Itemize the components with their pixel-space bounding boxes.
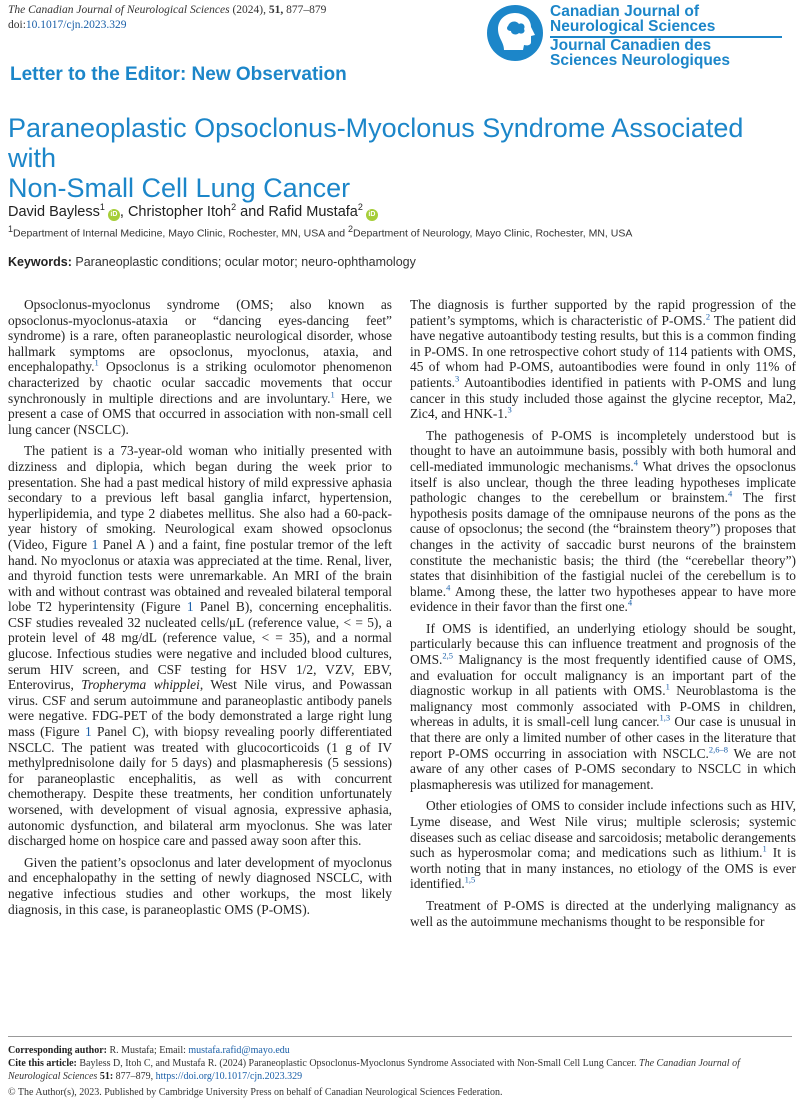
journal-pages: 877–879 — [286, 4, 327, 16]
article-type-heading: Letter to the Editor: New Observation — [10, 64, 347, 85]
reference-citation[interactable]: 3 — [507, 404, 512, 415]
keywords-label: Keywords: — [8, 255, 72, 269]
text-run: Other etiologies of OMS to consider include infections such as HIV, Lyme disease, and West Nile virus; multiple sclerosis; systemic diseases such as celiac disease and sarcoidosis; metabolic derangements such as hyperosmolar coma; and medications such as lithium. — [410, 798, 796, 861]
figure-reference-link[interactable]: 1 — [186, 599, 194, 615]
reference-citation[interactable]: 1,3 — [659, 712, 671, 723]
journal-volume: 51, — [268, 4, 284, 16]
reference-citation[interactable]: 1 — [762, 843, 767, 854]
reference-citation[interactable]: 1 — [94, 357, 99, 368]
author-list — [8, 202, 378, 221]
body-paragraph — [410, 898, 796, 929]
journal-year: (2024), — [232, 4, 266, 16]
title-line-2: Non-Small Cell Lung Cancer — [8, 173, 351, 203]
author-separator: and — [236, 203, 269, 220]
text-run: The pathogenesis of P-OMS is incompletely understood but is thought to have an autoimmune basis, possibly with both humoral and cell-mediated immunologic mechanisms. — [410, 427, 796, 474]
journal-logo — [486, 2, 786, 69]
body-paragraph — [8, 443, 392, 848]
reference-citation[interactable]: 2,5 — [442, 650, 453, 661]
reference-citation[interactable]: 4 — [446, 582, 451, 593]
footnotes — [8, 1044, 792, 1083]
keywords-line — [8, 255, 416, 269]
corresponding-author-line — [8, 1044, 792, 1057]
text-run: Autoantibodies identified in patients with P-OMS and lung cancer in this study included those against the glycine receptor, Ma2, Zic4, and HNK-1. — [410, 374, 796, 422]
text-run: If OMS is identified, an underlying etiology should be sought, particularly because this can influence treatment and prognosis of the OMS. — [410, 620, 796, 668]
text-run: It is worth noting that in many instances, no etiology of the OMS is ever identified. — [410, 845, 796, 892]
author-affiliation-marker: 1 — [99, 202, 105, 212]
text-run: Opsoclonus is a striking oculomotor phenomenon characterized by chaotic ocular saccadic movements that occur synchronously in multiple directions and are involuntary. — [8, 359, 392, 406]
body-paragraph — [410, 297, 796, 422]
keywords-text: Paraneoplastic conditions; ocular motor; neuro-ophthamology — [75, 255, 416, 269]
body-column-left — [8, 297, 392, 923]
text-run: Neuroblastoma is the malignancy most commonly associated with P-OMS in children, whereas in adults, it is small-cell lung cancer. — [410, 683, 796, 730]
text-run: Treatment of P-OMS is directed at the underlying malignancy as well as the autoimmune mechanisms thought to be responsible for — [410, 897, 796, 929]
logo-line-2: Neurological Sciences — [550, 18, 716, 35]
reference-citation[interactable]: 3 — [455, 373, 460, 384]
author-name: Rafid Mustafa — [268, 203, 358, 220]
article-title — [8, 113, 798, 203]
affiliations — [8, 224, 632, 240]
author-affiliation-marker: 2 — [357, 202, 363, 212]
text-run: Panel A ) and a faint, fine postular tremor of the left hand. No myoclonus or ataxia was appreciated at the time. Renal, liver, and thyroid function tests were unremarkable. An MRI of the brain with and without contrast was obtained and revealed bilateral temporal lobe T2 hyperintensity (Figure — [8, 536, 393, 615]
reference-citation[interactable]: 1,5 — [464, 874, 476, 885]
logo-line-1: Canadian Journal of — [550, 3, 699, 20]
reference-citation[interactable]: 1 — [665, 681, 670, 692]
text-run: Opsoclonus-myoclonus syndrome (OMS; also known as opsoclonus-myoclonus-ataxia or “dancing eyes-dancing feet” syndrome) is a rare, often paraneoplastic neurological disorder, whose hallmark symptoms are opsoclonus, myoclonus, ataxia, and encephalopathy. — [8, 297, 392, 375]
text-run: Given the patient’s opsoclonus and later development of myoclonus and encephalopathy in the setting of newly diagnosed NSCLC, with negative infectious studies and other workups, the most likely diagnosis, in this case, is paraneoplastic OMS (P-OMS). — [8, 854, 392, 917]
affiliation-1: Department of Internal Medicine, Mayo Clinic, Rochester, MN, USA and — [13, 227, 348, 240]
text-run: Panel C), with biopsy revealing poorly differentiated NSCLC. The patient was treated with glucocorticoids (1 g of IV methylprednisolone daily for 5 days) and plasmapheresis (5 sessions) for paraneoplastic encephalitis, as well as with concurrent chemotherapy. Despite these treatments, her condition unfortunately worsened, with development of visual agnosia, expressive aphasia, autonomic dysfunction, and bilateral arm myoclonus. She was later discharged home on hospice care and passed away soon after this. — [8, 724, 392, 849]
cite-doi-link[interactable]: https://doi.org/10.1017/cjn.2023.329 — [155, 1071, 303, 1082]
body-paragraph — [8, 855, 392, 917]
body-paragraph — [410, 798, 796, 892]
author-separator: , — [119, 203, 128, 220]
figure-reference-link[interactable]: 1 — [84, 724, 92, 740]
text-run: The first hypothesis posits damage of the omnipause neurons of the pons as the cause of opsoclonus; the second (the “brainstem theory”) proposes that changes in the activity of saccadic burst neurons of the brainstem constitute the mechanistic basis; the third (the “cerebellar theory”) states that disinhibition of the fastigial nuclei of the cerebellum is to blame. — [410, 490, 796, 599]
doi-line — [8, 18, 127, 32]
author-affiliation-marker: 2 — [231, 202, 237, 212]
affiliation-1-marker: 1 — [8, 224, 14, 234]
text-run: The patient did have negative autoantibody testing results, but this is a common finding in P-OMS. In one retrospective cohort study of 114 patients with OMS, 45 of whom had P-OMS, autoantibodies were found in only 11% of patients. — [410, 312, 796, 390]
cite-volume: 51: — [99, 1071, 114, 1082]
cite-pages: 877–879, — [115, 1071, 154, 1082]
reference-citation[interactable]: 2 — [705, 311, 711, 322]
text-run: Here, we present a case of OMS that occurred in association with non-small cell lung cancer (NSCLC). — [8, 390, 392, 437]
journal-name: The Canadian Journal of Neurological Sciences — [8, 4, 230, 16]
body-paragraph — [410, 428, 796, 615]
text-run: The diagnosis is further supported by the rapid progression of the patient’s symptoms, which is characteristic of P-OMS. — [410, 297, 796, 328]
orcid-icon[interactable]: iD — [366, 209, 378, 221]
affiliation-2: Department of Neurology, Mayo Clinic, Rochester, MN, USA — [353, 227, 633, 240]
text-run: Panel B), concerning encephalitis. CSF studies revealed 32 nucleated cells/μL (reference value, < = 5), a protein level of 48 mg/dL (reference value, < = 35), and a normal glucose. Infectious studies were negative and included blood cultures, serum HIV screen, and CSF testing for HSV 1/2, VZV, EBV, Enterovirus, — [8, 599, 393, 693]
text-run: What drives the opsoclonus itself is also unclear, though the three leading hypotheses implicate pathologic changes to the cerebellum or brainstem. — [410, 458, 796, 506]
corresponding-label: Corresponding author: — [8, 1045, 107, 1056]
figure-reference-link[interactable]: 1 — [91, 536, 99, 552]
body-column-right — [410, 297, 796, 935]
affiliation-2-marker: 2 — [348, 224, 354, 234]
cite-text: Bayless D, Itoh C, and Mustafa R. (2024) Paraneoplastic Opsoclonus-Myoclonus Syndrome Associated with Non-Small Cell Lung Cancer. — [79, 1058, 637, 1069]
logo-line-4: Sciences Neurologiques — [550, 52, 731, 69]
body-paragraph — [410, 621, 796, 793]
text-run: Our case is unusual in that there are only a limited number of other cases in the literature that report P-OMS occurring in association with NSCLC. — [410, 714, 796, 761]
doi-link[interactable]: 10.1017/cjn.2023.329 — [25, 19, 127, 31]
reference-citation[interactable]: 4 — [633, 457, 639, 468]
reference-citation[interactable]: 4 — [627, 597, 633, 608]
doi-prefix: doi: — [8, 19, 26, 31]
reference-citation[interactable]: 4 — [728, 488, 733, 499]
reference-citation[interactable]: 2,6–8 — [708, 744, 729, 755]
text-run: The patient is a 73-year-old woman who initially presented with dizziness and diplopia, which began during the week prior to presentation. She had a past medical history of mild expressive aphasia secondary to a previous left basal ganglia infarct, hypertension, hyperlipidemia, and type 2 diabetes mellitus. She also had a 60-pack-year history of smoking. Neurological exam showed opsoclonus (Video, Figure — [8, 443, 392, 552]
italic-term: Tropheryma whipplei — [81, 677, 200, 693]
head-profile-icon — [486, 4, 544, 62]
cite-journal: The Canadian Journal of Neurological Sciences — [8, 1058, 740, 1082]
author-name: Christopher Itoh — [127, 203, 232, 220]
journal-citation-line — [8, 3, 326, 17]
footnote-divider — [8, 1036, 792, 1037]
text-run: We are not aware of any other cases of P-OMS secondary to NSCLC in which plasmapheresis was utilized for management. — [410, 745, 796, 792]
reference-citation[interactable]: 1 — [330, 389, 335, 400]
cite-label: Cite this article: — [8, 1058, 77, 1069]
cite-this-article — [8, 1057, 792, 1083]
author-name: David Bayless — [8, 203, 100, 220]
orcid-icon[interactable]: iD — [108, 209, 120, 221]
corresponding-name: R. Mustafa; Email: — [109, 1045, 186, 1056]
body-paragraph — [8, 297, 392, 437]
logo-line-3: Journal Canadien des — [550, 37, 712, 54]
text-run: Malignancy is the most frequently identified cause of OMS, and evaluation for occult malignancy is an important part of the diagnostic workup in all patients with OMS. — [410, 652, 796, 699]
title-line-1: Paraneoplastic Opsoclonus-Myoclonus Syndrome Associated with — [8, 113, 744, 173]
text-run: , West Nile virus, and Powassan virus. CSF and serum autoimmune and paraneoplastic antibody panels were negative. FDG-PET of the body demonstrated a large right lung mass (Figure — [8, 677, 392, 740]
copyright-notice: © The Author(s), 2023. Published by Cambridge University Press on behalf of Canadian Neurological Sciences Federation. — [8, 1087, 503, 1098]
corresponding-email-link[interactable]: mustafa.rafid@mayo.edu — [188, 1045, 290, 1056]
text-run: Among these, the latter two hypotheses appear to have more evidence in their favor than the first one. — [410, 583, 796, 615]
